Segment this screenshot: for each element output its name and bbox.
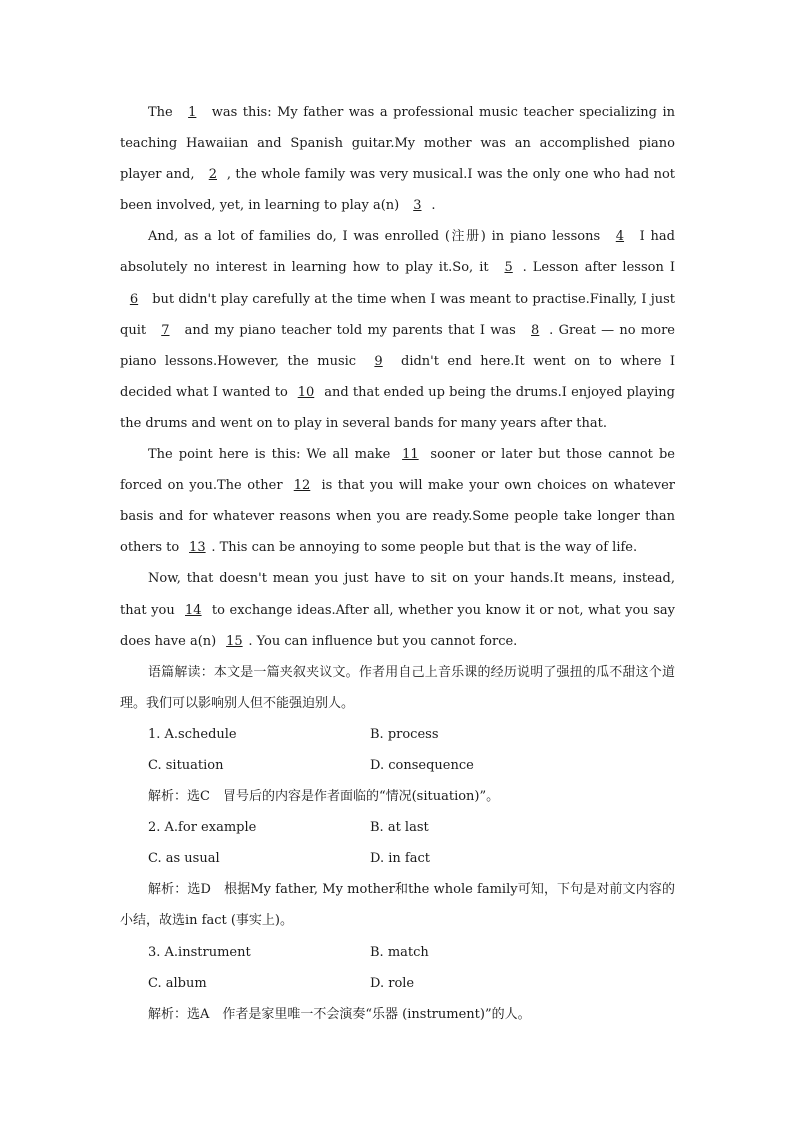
blank-number: 1: [188, 105, 197, 120]
option-item: C. album: [148, 975, 207, 991]
passage-paragraph: [120, 97, 675, 221]
option-row: [120, 750, 675, 781]
option-item: D. role: [370, 975, 415, 991]
passage-text: and my piano teacher told my parents that I was: [179, 322, 522, 338]
option-item: C. situation: [148, 757, 224, 773]
blank-number: 4: [615, 229, 625, 245]
option-item: 2. A.for example: [148, 820, 257, 836]
passage-text: . This can be annoying to some people but that is the way of life.: [211, 540, 638, 556]
passage-text: The point here is this: We all make: [148, 447, 397, 463]
option-item: B. process: [370, 726, 439, 742]
option-item: 1. A.schedule: [148, 726, 237, 742]
passage-text: is that you will make your own choices on whatever basis and for whatever reasons when you are ready.Some people take longer than others to: [120, 478, 675, 556]
passage-paragraph: [120, 221, 675, 439]
passage-text: . Great — no more piano lessons.However, the music: [120, 322, 675, 369]
analysis-text: 解析：选C 冒号后的内容是作者面临的“情况(situation)”。: [148, 789, 500, 805]
option-row: [120, 843, 675, 874]
option-row: [120, 968, 675, 999]
passage-text: .: [431, 198, 436, 214]
blank-number: 15: [226, 633, 243, 649]
option-row: [120, 812, 675, 843]
blank-number: 5: [504, 260, 513, 276]
option-item: C. as usual: [148, 851, 220, 867]
blank-number: 2: [208, 167, 218, 183]
blank-number: 11: [402, 447, 419, 463]
analysis-text: 解析：选A 作者是家里唯一不会演奏“乐器 (instrument)”的人。: [148, 1006, 531, 1022]
passage-text: The: [148, 105, 179, 120]
passage-text: . You can influence but you cannot force.: [248, 633, 518, 649]
passage-text: to exchange ideas.After all, whether you know it or not, what you say does have a(n): [120, 602, 675, 649]
blank-number: 6: [129, 291, 139, 307]
summary-text: 语篇解读：本文是一篇夹叙夹议文。作者用自己上音乐课的经历说明了强扭的瓜不甜这个道理。我们可以影响别人但不能强迫别人。: [120, 664, 675, 711]
option-item: 3. A.instrument: [148, 944, 251, 960]
blank-number: 3: [413, 198, 422, 214]
option-item: D. in fact: [370, 851, 430, 867]
passage-text: but didn't play carefully at the time when I was meant to practise.Finally, I just quit: [120, 291, 675, 338]
analysis-text: 解析：选D 根据My father, My mother和the whole family可知，下句是对前文内容的小结，故选in fact (事实上)。: [120, 882, 675, 929]
blank-number: 13: [189, 540, 206, 556]
option-item: B. at last: [370, 820, 429, 836]
blank-number: 9: [374, 353, 383, 369]
passage-text: didn't end here.It went on to where I decided what I wanted to: [120, 353, 675, 400]
passage-paragraph: [120, 439, 675, 563]
passage-text: and that ended up being the drums.I enjoyed playing the drums and went on to play in several bands for many years after that.: [120, 384, 675, 431]
question-list: [120, 719, 675, 1030]
option-item: B. match: [370, 944, 429, 960]
passage-text: sooner or later but those cannot be forced on you.The other: [120, 447, 675, 494]
passage-text: And, as a lot of families do, I was enrolled (注册) in piano lessons: [148, 229, 606, 245]
passage-text: Now, that doesn't mean you just have to sit on your hands.It means, instead, that you: [120, 571, 675, 618]
passage-text: was this: My father was a professional music teacher specializing in teaching Hawaiian and Spanish guitar.My mother was an accomplished piano player and,: [120, 105, 675, 183]
passage-paragraph: [120, 563, 675, 656]
passage-text: I had absolutely no interest in learning how to play it.So, it: [120, 229, 675, 276]
passage-text: . Lesson after lesson I: [522, 260, 675, 276]
blank-number: 8: [531, 322, 540, 338]
passage-text: , the whole family was very musical.I was the only one who had not been involved, yet, in learning to play a(n): [120, 167, 675, 214]
option-item: D. consequence: [370, 757, 474, 773]
blank-number: 7: [161, 322, 170, 338]
blank-number: 14: [185, 602, 202, 618]
blank-number: 10: [297, 384, 315, 400]
blank-number: 12: [293, 478, 311, 494]
passage: [120, 97, 675, 657]
document-page: [120, 97, 675, 1030]
option-row: [120, 937, 675, 968]
option-row: [120, 719, 675, 750]
